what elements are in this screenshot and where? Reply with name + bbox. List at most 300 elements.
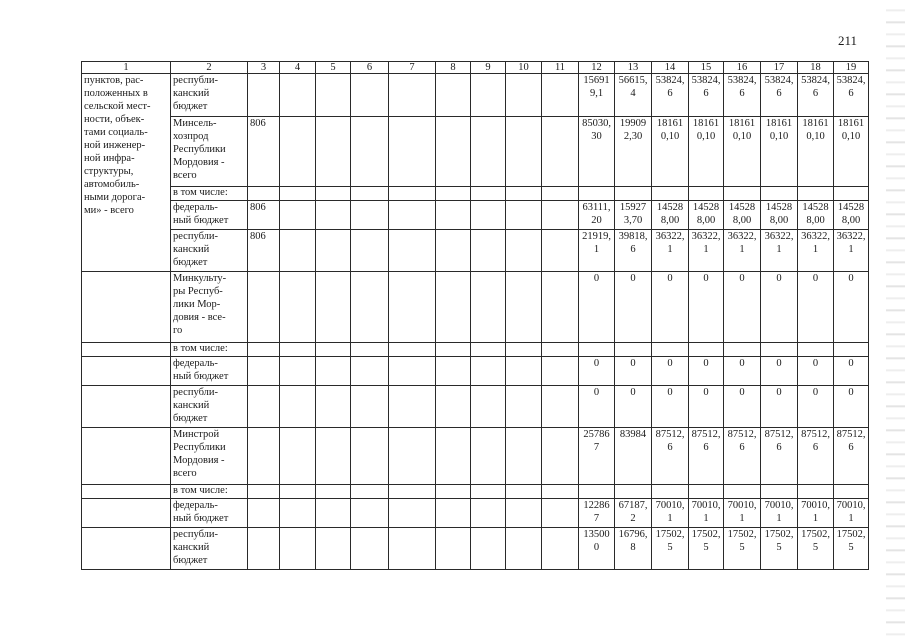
empty-cell xyxy=(389,499,436,528)
empty-cell xyxy=(506,428,542,485)
cell-line: 1 xyxy=(848,513,854,524)
column-header: 14 xyxy=(652,62,689,74)
cell-line: федераль- xyxy=(173,500,218,511)
cell-line: канский xyxy=(173,400,210,411)
value-cell xyxy=(834,485,869,499)
table-row xyxy=(82,117,869,187)
department-code xyxy=(248,485,280,499)
value-cell xyxy=(615,343,652,357)
value-cell xyxy=(579,230,615,272)
cell-line: 0 xyxy=(812,387,819,398)
row-label xyxy=(171,187,248,201)
cell-line: 15927 xyxy=(619,202,647,213)
cell-line: федераль- xyxy=(173,202,218,213)
cell-line: Минсель- xyxy=(173,118,217,129)
value-cell xyxy=(689,528,724,570)
cell-line: Республики xyxy=(173,442,226,453)
value-cell xyxy=(579,74,615,117)
cell-line: 8,00 xyxy=(660,215,680,226)
empty-cell xyxy=(542,428,579,485)
table-row xyxy=(82,499,869,528)
cell-line: 17502, xyxy=(801,529,830,540)
empty-cell xyxy=(471,357,506,386)
value-cell xyxy=(615,357,652,386)
empty-cell xyxy=(542,499,579,528)
cell-line: 0 xyxy=(812,358,819,369)
cell-line: автомобиль- xyxy=(84,179,140,190)
empty-cell xyxy=(351,117,389,187)
cell-line: 70010, xyxy=(836,500,866,511)
empty-cell xyxy=(506,386,542,428)
empty-cell xyxy=(389,117,436,187)
value-cell xyxy=(689,485,724,499)
empty-cell xyxy=(471,272,506,343)
empty-cell xyxy=(471,386,506,428)
cell-line: 17502, xyxy=(836,529,866,540)
cell-line: ной инфра- xyxy=(84,153,135,164)
cell-line: ности, объек- xyxy=(84,114,145,125)
cell-line: 18161 xyxy=(692,118,720,129)
value-cell xyxy=(798,386,834,428)
empty-cell xyxy=(316,343,351,357)
empty-cell xyxy=(436,343,471,357)
value-cell xyxy=(689,343,724,357)
value-cell xyxy=(615,485,652,499)
cell-line: Минкульту- xyxy=(173,273,227,284)
value-cell xyxy=(834,386,869,428)
row-label xyxy=(171,201,248,230)
value-cell xyxy=(615,386,652,428)
value-cell xyxy=(579,201,615,230)
value-cell xyxy=(761,272,798,343)
cell-line: канский xyxy=(173,88,210,99)
cell-line: 20 xyxy=(591,215,602,226)
column-header: 1 xyxy=(82,62,171,74)
value-cell xyxy=(724,343,761,357)
cell-line: 0 xyxy=(593,273,600,284)
row-label xyxy=(171,499,248,528)
value-cell xyxy=(652,187,689,201)
cell-line: положенных в xyxy=(84,88,148,99)
cell-line: 0 xyxy=(630,273,636,284)
column-header: 2 xyxy=(171,62,248,74)
value-cell xyxy=(615,528,652,570)
empty-cell xyxy=(351,357,389,386)
cell-line: 0 xyxy=(848,273,854,284)
cell-line: 0,10 xyxy=(806,131,825,142)
empty-cell xyxy=(316,272,351,343)
empty-cell xyxy=(316,117,351,187)
column-header: 15 xyxy=(689,62,724,74)
cell-line: 6 xyxy=(848,442,854,453)
table-row xyxy=(82,528,869,570)
department-code: 806 xyxy=(248,117,280,187)
value-cell xyxy=(834,528,869,570)
value-cell xyxy=(652,428,689,485)
column-header: 16 xyxy=(724,62,761,74)
value-cell xyxy=(652,528,689,570)
cell-line: 18161 xyxy=(656,118,684,129)
cell-line: 14528 xyxy=(692,202,720,213)
table-row xyxy=(82,230,869,272)
cell-line: 13500 xyxy=(583,529,610,540)
cell-line: 0 xyxy=(739,387,745,398)
empty-cell xyxy=(506,117,542,187)
empty-cell xyxy=(542,272,579,343)
cell-line: 21919, xyxy=(582,231,611,242)
empty-cell xyxy=(471,343,506,357)
value-cell xyxy=(689,187,724,201)
empty-cell xyxy=(389,272,436,343)
department-code xyxy=(248,74,280,117)
cell-line: 0 xyxy=(739,273,745,284)
value-cell xyxy=(579,272,615,343)
empty-cell xyxy=(506,74,542,117)
empty-cell xyxy=(351,528,389,570)
cell-line: Минстрой xyxy=(173,429,220,440)
cell-line: ный бюджет xyxy=(173,513,229,524)
column-header: 4 xyxy=(280,62,316,74)
value-cell xyxy=(761,499,798,528)
cell-line: 0 xyxy=(630,358,636,369)
value-cell xyxy=(798,117,834,187)
cell-line: республи- xyxy=(173,231,218,242)
empty-cell xyxy=(351,230,389,272)
empty-cell xyxy=(389,343,436,357)
cell-line: 0,10 xyxy=(841,131,861,142)
empty-cell xyxy=(316,386,351,428)
value-cell xyxy=(579,499,615,528)
table-row xyxy=(82,357,869,386)
value-cell xyxy=(761,428,798,485)
empty-cell xyxy=(280,201,316,230)
value-cell xyxy=(652,117,689,187)
value-cell xyxy=(652,485,689,499)
cell-line: 6 xyxy=(812,442,819,453)
cell-line: 0,10 xyxy=(696,131,716,142)
value-cell xyxy=(689,386,724,428)
cell-line: 16796, xyxy=(618,529,648,540)
value-cell xyxy=(834,272,869,343)
cell-line: 53824, xyxy=(836,75,866,86)
cell-line: 87512, xyxy=(691,429,721,440)
value-cell xyxy=(615,74,652,117)
cell-line: Мордовия - xyxy=(173,455,225,466)
cell-line: 1 xyxy=(812,244,819,255)
empty-cell xyxy=(316,499,351,528)
cell-line: сельской мест- xyxy=(84,101,151,112)
value-cell xyxy=(798,187,834,201)
department-code xyxy=(248,386,280,428)
value-cell xyxy=(798,343,834,357)
cell-line: 0 xyxy=(630,387,636,398)
department-code xyxy=(248,187,280,201)
cell-line: 0 xyxy=(776,387,782,398)
cell-line: 17502, xyxy=(691,529,721,540)
column-header: 5 xyxy=(316,62,351,74)
cell-line: в том числе: xyxy=(173,187,228,198)
empty-cell xyxy=(506,201,542,230)
cell-line: 1 xyxy=(812,513,819,524)
empty-cell xyxy=(542,343,579,357)
value-cell xyxy=(834,499,869,528)
scan-edge-artifact xyxy=(886,0,905,640)
budget-table xyxy=(81,61,869,570)
empty-cell xyxy=(351,485,389,499)
value-cell xyxy=(761,485,798,499)
empty-cell xyxy=(389,528,436,570)
cell-line: 87512, xyxy=(801,429,830,440)
cell-line: бюджет xyxy=(173,257,208,268)
value-cell xyxy=(689,357,724,386)
value-cell xyxy=(652,357,689,386)
cell-line: республи- xyxy=(173,529,218,540)
value-cell xyxy=(615,230,652,272)
cell-line: 63111, xyxy=(582,202,611,213)
empty-cell xyxy=(280,528,316,570)
value-cell xyxy=(652,499,689,528)
empty-cell xyxy=(471,428,506,485)
empty-cell xyxy=(542,528,579,570)
cell-line: 36322, xyxy=(727,231,757,242)
department-code xyxy=(248,272,280,343)
value-cell xyxy=(724,187,761,201)
cell-line: 53824, xyxy=(764,75,794,86)
department-code xyxy=(248,528,280,570)
value-cell xyxy=(798,528,834,570)
empty-cell xyxy=(280,272,316,343)
empty-cell xyxy=(471,485,506,499)
cell-line: 1 xyxy=(739,513,745,524)
value-cell xyxy=(834,201,869,230)
cell-line: 36322, xyxy=(655,231,685,242)
cell-line: 1 xyxy=(776,244,782,255)
cell-line: 0 xyxy=(667,273,673,284)
value-cell xyxy=(652,386,689,428)
empty-cell xyxy=(542,230,579,272)
table-row xyxy=(82,485,869,499)
value-cell xyxy=(834,187,869,201)
cell-line: 6 xyxy=(703,442,709,453)
column-header: 13 xyxy=(615,62,652,74)
cell-line: 1 xyxy=(703,244,709,255)
value-cell xyxy=(652,343,689,357)
empty-cell xyxy=(280,230,316,272)
empty-cell xyxy=(542,357,579,386)
cell-line: 6 xyxy=(739,88,745,99)
row-label xyxy=(171,357,248,386)
cell-line: 6 xyxy=(667,442,673,453)
cell-line: 67187, xyxy=(618,500,648,511)
empty-cell xyxy=(542,117,579,187)
column-header: 18 xyxy=(798,62,834,74)
cell-line: 83984 xyxy=(619,429,647,440)
cell-line: 5 xyxy=(703,542,709,553)
column-header: 17 xyxy=(761,62,798,74)
cell-line: 0 xyxy=(667,387,673,398)
cell-line: 53824, xyxy=(655,75,685,86)
value-cell xyxy=(798,230,834,272)
value-cell xyxy=(724,428,761,485)
empty-cell xyxy=(471,499,506,528)
cell-line: 36322, xyxy=(764,231,794,242)
empty-cell xyxy=(436,357,471,386)
empty-cell xyxy=(82,343,171,357)
cell-line: 2,30 xyxy=(623,131,643,142)
cell-line: 36322, xyxy=(836,231,866,242)
cell-line: 1 xyxy=(848,244,854,255)
empty-cell xyxy=(436,528,471,570)
value-cell xyxy=(689,272,724,343)
empty-cell xyxy=(316,230,351,272)
value-cell xyxy=(615,187,652,201)
empty-cell xyxy=(82,485,171,499)
value-cell xyxy=(761,74,798,117)
cell-line: в том числе: xyxy=(173,485,228,496)
empty-cell xyxy=(316,485,351,499)
empty-cell xyxy=(351,74,389,117)
value-cell xyxy=(724,272,761,343)
cell-line: канский xyxy=(173,542,210,553)
cell-line: 8,00 xyxy=(732,215,752,226)
cell-line: 17502, xyxy=(764,529,794,540)
cell-line: 5 xyxy=(812,542,819,553)
cell-line: 5 xyxy=(739,542,745,553)
column-header: 11 xyxy=(542,62,579,74)
row-label xyxy=(171,117,248,187)
value-cell xyxy=(761,386,798,428)
empty-cell xyxy=(389,201,436,230)
cell-line: 5 xyxy=(776,542,782,553)
department-code: 806 xyxy=(248,201,280,230)
empty-cell xyxy=(280,485,316,499)
cell-line: 0 xyxy=(848,358,854,369)
cell-line: 2 xyxy=(630,513,636,524)
cell-line: 0 xyxy=(776,273,782,284)
cell-line: лики Мор- xyxy=(173,299,221,310)
cell-line: 1 xyxy=(667,513,673,524)
cell-line: 18161 xyxy=(765,118,793,129)
department-code xyxy=(248,357,280,386)
cell-line: 8,00 xyxy=(806,215,825,226)
department-code: 806 xyxy=(248,230,280,272)
empty-cell xyxy=(471,528,506,570)
value-cell xyxy=(615,117,652,187)
empty-cell xyxy=(316,428,351,485)
header-row xyxy=(82,62,869,74)
empty-cell xyxy=(542,485,579,499)
cell-line: 87512, xyxy=(836,429,866,440)
cell-line: 53824, xyxy=(801,75,830,86)
empty-cell xyxy=(506,485,542,499)
cell-line: 0 xyxy=(703,358,709,369)
cell-line: 25786 xyxy=(583,429,610,440)
empty-cell xyxy=(389,428,436,485)
empty-cell xyxy=(316,357,351,386)
value-cell xyxy=(724,74,761,117)
cell-line: 30 xyxy=(591,131,602,142)
table-row xyxy=(82,343,869,357)
cell-line: 53824, xyxy=(691,75,721,86)
cell-line: 36322, xyxy=(801,231,830,242)
cell-line: 5 xyxy=(667,542,673,553)
cell-line: республи- xyxy=(173,387,218,398)
cell-line: 8,00 xyxy=(769,215,789,226)
cell-line: 8,00 xyxy=(841,215,861,226)
empty-cell xyxy=(389,187,436,201)
cell-line: 19909 xyxy=(619,118,647,129)
empty-cell xyxy=(436,272,471,343)
value-cell xyxy=(579,343,615,357)
empty-cell xyxy=(542,386,579,428)
empty-cell xyxy=(280,343,316,357)
empty-cell xyxy=(506,272,542,343)
cell-line: 18161 xyxy=(802,118,829,129)
table-row xyxy=(82,272,869,343)
value-cell xyxy=(834,357,869,386)
cell-line: хозпрод xyxy=(173,131,209,142)
row-label xyxy=(171,485,248,499)
cell-line: 12286 xyxy=(583,500,610,511)
value-cell xyxy=(579,485,615,499)
value-cell xyxy=(689,428,724,485)
cell-line: 0 xyxy=(848,387,854,398)
empty-cell xyxy=(471,201,506,230)
cell-line: 0 xyxy=(667,358,673,369)
empty-cell xyxy=(471,230,506,272)
empty-cell xyxy=(389,485,436,499)
empty-cell xyxy=(316,187,351,201)
value-cell xyxy=(724,485,761,499)
cell-line: 0,10 xyxy=(769,131,789,142)
department-code xyxy=(248,343,280,357)
cell-line: структуры, xyxy=(84,166,134,177)
value-cell xyxy=(615,201,652,230)
empty-cell xyxy=(436,74,471,117)
cell-line: 1 xyxy=(776,513,782,524)
value-cell xyxy=(689,230,724,272)
cell-line: 0 xyxy=(593,358,600,369)
empty-cell xyxy=(436,230,471,272)
cell-line: бюджет xyxy=(173,555,208,566)
value-cell xyxy=(724,386,761,428)
empty-cell xyxy=(542,74,579,117)
empty-cell xyxy=(506,230,542,272)
cell-line: 17502, xyxy=(655,529,685,540)
value-cell xyxy=(652,230,689,272)
cell-line: 14528 xyxy=(728,202,756,213)
empty-cell xyxy=(436,187,471,201)
cell-line: 5 xyxy=(848,542,854,553)
value-cell xyxy=(761,343,798,357)
cell-line: 8,00 xyxy=(696,215,716,226)
column-header: 10 xyxy=(506,62,542,74)
cell-line: 70010, xyxy=(801,500,830,511)
cell-line: 0 xyxy=(703,273,709,284)
empty-cell xyxy=(506,357,542,386)
empty-cell xyxy=(280,428,316,485)
cell-line: 14528 xyxy=(765,202,793,213)
column-header: 7 xyxy=(389,62,436,74)
value-cell xyxy=(798,428,834,485)
empty-cell xyxy=(506,528,542,570)
row-label xyxy=(171,230,248,272)
cell-line: Мордовия - xyxy=(173,157,225,168)
empty-cell xyxy=(389,357,436,386)
cell-line: 1 xyxy=(667,244,673,255)
value-cell xyxy=(579,428,615,485)
cell-line: 8 xyxy=(630,542,636,553)
